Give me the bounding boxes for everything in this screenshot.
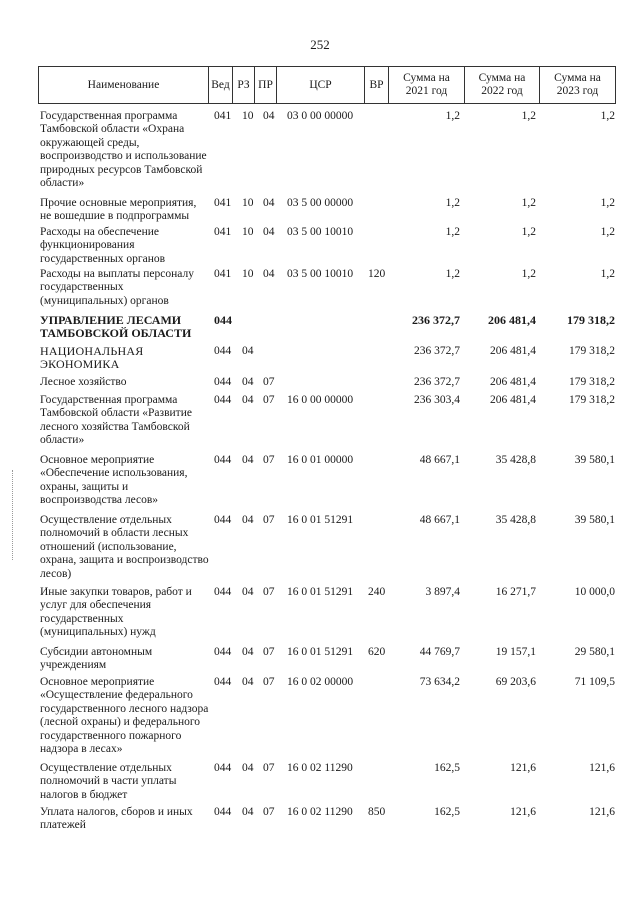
page-number: 252 (310, 37, 330, 52)
row-ved: 044 (214, 806, 232, 818)
row-csr: 03 0 00 00000 (287, 110, 354, 122)
row-csr: 03 5 00 00000 (287, 197, 354, 209)
row-sum-2021: 236 372,7 (412, 313, 460, 327)
header-csr: ЦСР (277, 67, 365, 104)
row-pr: 07 (263, 514, 275, 526)
row-sum-2022: 35 428,8 (495, 514, 536, 526)
row-rz: 04 (242, 586, 254, 598)
row-sum-2021: 1,2 (445, 226, 460, 238)
row-name: Прочие основные мероприятия, не вошедшие в подпрограммы (40, 197, 197, 223)
row-ved: 044 (214, 376, 232, 388)
row-sum-2021: 162,5 (434, 806, 460, 818)
row-sum-2022: 1,2 (521, 110, 536, 122)
row-csr: 16 0 01 51291 (287, 646, 354, 658)
row-name: Иные закупки товаров, работ и услуг для обеспечения государственных (муниципальных) нужд (40, 586, 192, 639)
row-sum-2023: 1,2 (600, 110, 615, 122)
row-pr: 07 (263, 806, 275, 818)
row-ved: 041 (214, 226, 232, 238)
row-sum-2021: 236 303,4 (414, 394, 460, 406)
row-rz: 04 (242, 454, 254, 466)
row-sum-2022: 19 157,1 (495, 646, 536, 658)
row-ved: 041 (214, 197, 232, 209)
row-sum-2023: 29 580,1 (574, 646, 615, 658)
row-csr: 03 5 00 10010 (287, 268, 354, 280)
row-sum-2021: 44 769,7 (419, 646, 460, 658)
margin-line (12, 470, 14, 560)
row-name: Субсидии автономным учреждениям (40, 646, 153, 672)
header-sum-2022: Сумма на 2022 год (465, 67, 540, 104)
row-name: Осуществление отдельных полномочий в части уплаты налогов в бюджет (40, 762, 177, 801)
row-sum-2023: 39 580,1 (574, 514, 615, 526)
row-sum-2022: 206 481,4 (490, 345, 536, 357)
row-sum-2023: 179 318,2 (569, 376, 615, 388)
row-name: Расходы на выплаты персоналу государственных (муниципальных) органов (40, 268, 194, 307)
header-vr: ВР (365, 67, 389, 104)
row-sum-2023: 39 580,1 (574, 454, 615, 466)
row-pr: 04 (263, 197, 275, 209)
row-vr: 620 (368, 646, 386, 658)
row-csr: 16 0 02 11290 (287, 806, 353, 818)
row-sum-2023: 1,2 (600, 226, 615, 238)
row-name: Осуществление отдельных полномочий в области лесных отношений (использование, охрана, защита и воспроизводство лесов) (40, 514, 209, 580)
row-sum-2022: 16 271,7 (495, 586, 536, 598)
row-sum-2021: 48 667,1 (419, 514, 460, 526)
row-vr: 240 (368, 586, 386, 598)
row-name: Лесное хозяйство (40, 376, 127, 388)
row-sum-2023: 121,6 (589, 762, 615, 774)
row-pr: 04 (263, 110, 275, 122)
row-rz: 10 (242, 197, 254, 209)
row-rz: 10 (242, 226, 254, 238)
row-pr: 04 (263, 226, 275, 238)
row-rz: 04 (242, 514, 254, 526)
row-ved: 044 (214, 676, 232, 688)
row-sum-2021: 73 634,2 (419, 676, 460, 688)
row-vr: 850 (368, 806, 386, 818)
header-sum-2023: Сумма на 2023 год (540, 67, 616, 104)
row-rz: 04 (242, 762, 254, 774)
table-header (38, 66, 616, 104)
header-ved: Вед (209, 67, 233, 104)
row-sum-2022: 69 203,6 (495, 676, 536, 688)
row-sum-2021: 3 897,4 (425, 586, 460, 598)
row-name: НАЦИОНАЛЬНАЯ ЭКОНОМИКА (40, 344, 144, 372)
row-pr: 07 (263, 394, 275, 406)
row-sum-2023: 179 318,2 (569, 394, 615, 406)
header-rz: РЗ (233, 67, 255, 104)
row-sum-2023: 179 318,2 (567, 313, 615, 327)
row-ved: 044 (214, 313, 232, 327)
row-rz: 04 (242, 806, 254, 818)
row-pr: 07 (263, 376, 275, 388)
row-rz: 04 (242, 345, 254, 357)
row-sum-2022: 1,2 (521, 226, 536, 238)
row-sum-2022: 121,6 (510, 806, 536, 818)
row-rz: 10 (242, 268, 254, 280)
row-sum-2023: 10 000,0 (574, 586, 615, 598)
row-pr: 07 (263, 762, 275, 774)
row-ved: 044 (214, 646, 232, 658)
row-rz: 04 (242, 394, 254, 406)
row-csr: 16 0 01 51291 (287, 514, 354, 526)
row-ved: 044 (214, 762, 232, 774)
row-csr: 16 0 00 00000 (287, 394, 354, 406)
row-ved: 044 (214, 394, 232, 406)
row-csr: 16 0 02 00000 (287, 676, 354, 688)
row-ved: 044 (214, 514, 232, 526)
row-name: Государственная программа Тамбовской области «Развитие лесного хозяйства Тамбовской области» (40, 394, 192, 447)
row-pr: 07 (263, 454, 275, 466)
row-name: Основное мероприятие «Обеспечение использования, охраны, защиты и воспроизводства лесов» (40, 454, 188, 507)
row-rz: 10 (242, 110, 254, 122)
row-rz: 04 (242, 676, 254, 688)
row-sum-2023: 179 318,2 (569, 345, 615, 357)
row-vr: 120 (368, 268, 386, 280)
row-sum-2022: 35 428,8 (495, 454, 536, 466)
row-ved: 044 (214, 454, 232, 466)
row-rz: 04 (242, 376, 254, 388)
row-ved: 041 (214, 268, 232, 280)
row-ved: 041 (214, 110, 232, 122)
row-sum-2023: 121,6 (589, 806, 615, 818)
row-sum-2022: 206 481,4 (488, 313, 536, 327)
row-rz: 04 (242, 646, 254, 658)
row-sum-2023: 1,2 (600, 197, 615, 209)
row-sum-2021: 236 372,7 (414, 376, 460, 388)
row-csr: 16 0 01 51291 (287, 586, 354, 598)
row-sum-2022: 1,2 (521, 197, 536, 209)
row-name: Расходы на обеспечение функционирования государственных органов (40, 226, 166, 265)
row-sum-2021: 1,2 (445, 197, 460, 209)
row-pr: 04 (263, 268, 275, 280)
row-pr: 07 (263, 646, 275, 658)
row-sum-2021: 1,2 (445, 110, 460, 122)
row-ved: 044 (214, 586, 232, 598)
row-pr: 07 (263, 586, 275, 598)
row-sum-2021: 48 667,1 (419, 454, 460, 466)
row-sum-2022: 1,2 (521, 268, 536, 280)
header-sum-2021: Сумма на 2021 год (389, 67, 465, 104)
row-pr: 07 (263, 676, 275, 688)
row-name: Государственная программа Тамбовской области «Охрана окружающей среды, воспроизводство и использование природных ресурсов Тамбовской области» (40, 110, 207, 190)
row-sum-2023: 71 109,5 (574, 676, 615, 688)
row-name: Уплата налогов, сборов и иных платежей (40, 806, 193, 832)
header-name: Наименование (39, 67, 209, 104)
row-sum-2022: 206 481,4 (490, 394, 536, 406)
row-ved: 044 (214, 345, 232, 357)
row-csr: 03 5 00 10010 (287, 226, 354, 238)
row-sum-2021: 1,2 (445, 268, 460, 280)
row-name: Основное мероприятие «Осуществление федерального государственного лесного надзора (лесной охраны) и федерального государственного пожарного надзора в лесах» (40, 676, 209, 756)
row-sum-2023: 1,2 (600, 268, 615, 280)
header-pr: ПР (255, 67, 277, 104)
row-sum-2021: 162,5 (434, 762, 460, 774)
row-sum-2021: 236 372,7 (414, 345, 460, 357)
row-sum-2022: 121,6 (510, 762, 536, 774)
row-csr: 16 0 02 11290 (287, 762, 353, 774)
row-csr: 16 0 01 00000 (287, 454, 354, 466)
row-name: УПРАВЛЕНИЕ ЛЕСАМИ ТАМБОВСКОЙ ОБЛАСТИ (40, 313, 192, 341)
row-sum-2022: 206 481,4 (490, 376, 536, 388)
